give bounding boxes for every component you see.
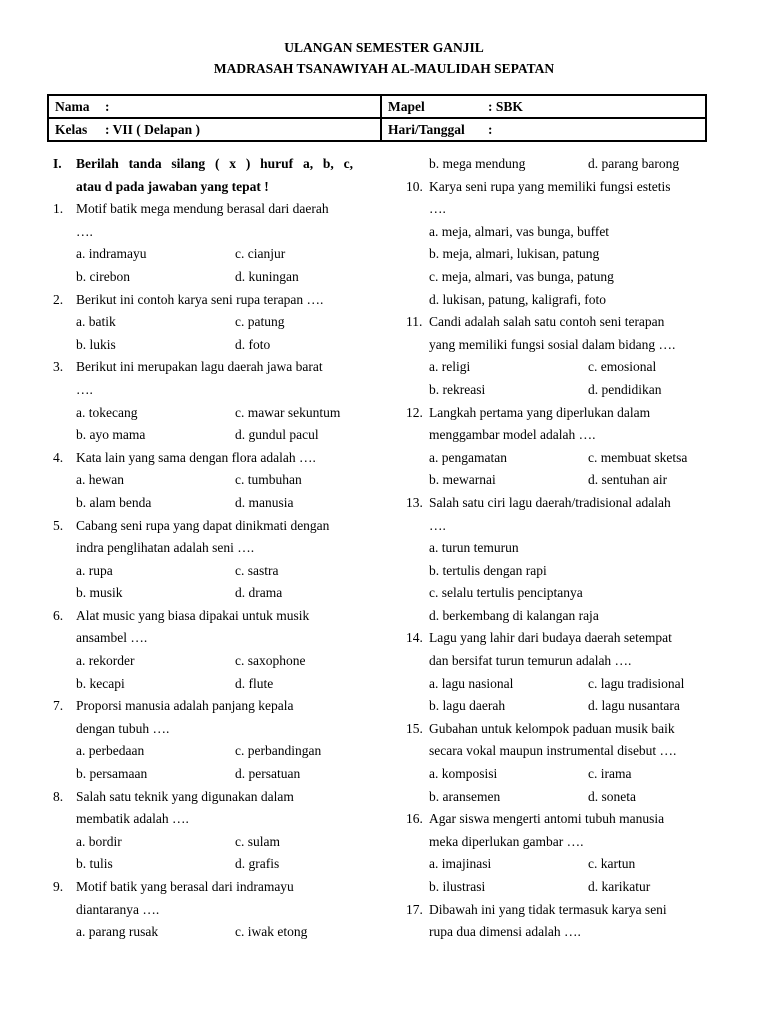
instruction-word: c,: [343, 156, 353, 171]
answer-option: a. indramayu: [76, 246, 147, 262]
option-row: [53, 243, 358, 266]
answer-option: c. sastra: [235, 562, 279, 578]
question-number: 11.: [406, 314, 423, 330]
answer-option: a. rekorder: [76, 653, 135, 669]
answer-option: b. aransemen: [429, 788, 501, 804]
question-line: [406, 808, 718, 831]
option-row: [53, 469, 358, 492]
instruction-word: b,: [322, 156, 334, 171]
instruction-word: ): [245, 156, 251, 171]
question-line: [53, 718, 358, 741]
answer-option: b. rekreasi: [429, 381, 486, 397]
answer-option: a. perbedaan: [76, 743, 145, 759]
answer-option: d. foto: [235, 336, 271, 352]
question-text: Salah satu ciri lagu daerah/tradisional adalah: [429, 494, 671, 510]
question-text: ….: [429, 517, 446, 533]
answer-option: b. mega mendung: [429, 156, 526, 171]
question-line: [406, 176, 718, 199]
hari-cell: [381, 118, 706, 141]
kelas-cell: [48, 118, 381, 141]
question-text: ….: [76, 381, 93, 397]
question-line: [53, 379, 358, 402]
instruction-line-2: [53, 176, 358, 199]
answer-option: a. tokecang: [76, 404, 138, 420]
option-row: [406, 763, 718, 786]
nama-cell: [48, 95, 381, 118]
option-row: [406, 537, 718, 560]
kelas-value: : VII ( Delapan ): [105, 121, 201, 137]
question-text: secara vokal maupun instrumental disebut ….: [429, 743, 677, 759]
question-text: Salah satu teknik yang digunakan dalam: [76, 788, 294, 804]
question-line: [53, 876, 358, 899]
question-line: [53, 537, 358, 560]
answer-option: d. karikatur: [588, 879, 651, 894]
answer-option: c. selalu tertulis penciptanya: [429, 585, 583, 601]
instruction-number: I.: [53, 156, 62, 171]
question-item: [406, 899, 718, 944]
question-item: [53, 695, 358, 785]
question-item: [53, 876, 358, 944]
hari-value: :: [488, 121, 493, 137]
answer-option: c. saxophone: [235, 653, 306, 669]
nama-value: :: [105, 98, 110, 114]
option-row: [53, 266, 358, 289]
option-row: [406, 356, 718, 379]
answer-option: b. cirebon: [76, 268, 130, 284]
question-number: 17.: [406, 901, 423, 917]
question-number: 9.: [53, 879, 64, 894]
answer-option: c. tumbuhan: [235, 472, 302, 488]
option-row: [53, 582, 358, 605]
option-row: [406, 289, 718, 312]
question-item: [406, 176, 718, 312]
question-line: [406, 831, 718, 854]
answer-option: c. mawar sekuntum: [235, 404, 341, 420]
answer-option: b. kecapi: [76, 675, 125, 691]
option-row: [406, 786, 718, 809]
question-number: 15.: [406, 720, 423, 736]
question-text: Berikut ini contoh karya seni rupa terapan ….: [76, 291, 324, 307]
option-row: [406, 695, 718, 718]
question-text: meka diperlukan gambar ….: [429, 833, 584, 849]
answer-option: a. pengamatan: [429, 449, 507, 465]
option-row: [53, 492, 358, 515]
question-line: [406, 921, 718, 944]
answer-option: c. patung: [235, 314, 285, 330]
question-line: [406, 198, 718, 221]
instruction-line-1: [53, 153, 358, 176]
question-text: menggambar model adalah ….: [429, 427, 596, 443]
instruction-text-2: atau d pada jawaban yang tepat !: [76, 178, 269, 194]
answer-option: a. batik: [76, 314, 116, 330]
answer-option: a. bordir: [76, 833, 122, 849]
question-item: [406, 627, 718, 717]
question-line: [406, 492, 718, 515]
answer-option: a. komposisi: [429, 766, 498, 782]
instruction-word: huruf: [260, 156, 294, 171]
answer-option: c. sulam: [235, 833, 280, 849]
question-text: ….: [429, 201, 446, 217]
question-text: diantaranya ….: [76, 901, 160, 917]
option-row: [406, 469, 718, 492]
question-text: Motif batik mega mendung berasal dari daerah: [76, 201, 329, 217]
question-line: [406, 334, 718, 357]
option-row: [53, 402, 358, 425]
question-text: Candi adalah salah satu contoh seni terapan: [429, 314, 665, 330]
option-row: [53, 334, 358, 357]
question-line: [406, 740, 718, 763]
question-line: [406, 424, 718, 447]
hari-label: Hari/Tanggal: [388, 121, 465, 137]
question-item: [53, 605, 358, 695]
question-item: [53, 289, 358, 357]
option-row: [53, 424, 358, 447]
answer-option: c. kartun: [588, 856, 636, 872]
question-text: rupa dua dimensi adalah ….: [429, 924, 581, 940]
answer-option: d. soneta: [588, 788, 636, 804]
answer-option: b. lukis: [76, 336, 116, 352]
answer-option: d. drama: [235, 585, 283, 601]
question-number: 5.: [53, 517, 64, 533]
option-row: [53, 650, 358, 673]
option-row: [53, 853, 358, 876]
option-row: [53, 831, 358, 854]
answer-option: c. iwak etong: [235, 924, 308, 940]
instruction-word: tanda: [128, 156, 162, 171]
answer-option: d. berkembang di kalangan raja: [429, 607, 599, 623]
answer-option: c. perbandingan: [235, 743, 322, 759]
answer-option: a. religi: [429, 359, 471, 375]
answer-option: a. parang rusak: [76, 924, 159, 940]
option-row: [406, 582, 718, 605]
mapel-value: : SBK: [488, 98, 523, 114]
question-line: [53, 808, 358, 831]
answer-option: a. turun temurun: [429, 540, 519, 556]
answer-option: c. cianjur: [235, 246, 286, 262]
question-item: [406, 808, 718, 898]
answer-option: c. irama: [588, 766, 632, 782]
answer-option: b. persamaan: [76, 766, 148, 782]
answer-option: b. tulis: [76, 856, 113, 872]
question-item: [53, 447, 358, 515]
option-row: [406, 379, 718, 402]
question-line: [406, 718, 718, 741]
instruction-word: (: [214, 156, 220, 171]
answer-option: c. lagu tradisional: [588, 675, 685, 691]
option-row: [53, 921, 358, 944]
question-number: 7.: [53, 698, 64, 714]
question-item: [406, 311, 718, 401]
answer-option: a. rupa: [76, 562, 113, 578]
answer-option: c. membuat sketsa: [588, 449, 688, 465]
question-line: [406, 899, 718, 922]
question-number: 2.: [53, 291, 64, 307]
question-text: dan bersifat turun temurun adalah ….: [429, 653, 632, 669]
question-line: [406, 627, 718, 650]
option-row: [53, 763, 358, 786]
question-number: 13.: [406, 494, 423, 510]
answer-option: a. meja, almari, vas bunga, buffet: [429, 223, 610, 239]
question-number: 10.: [406, 178, 423, 194]
kelas-label: Kelas: [55, 121, 88, 137]
question-line: [53, 786, 358, 809]
question-item: [53, 786, 358, 876]
answer-option: a. hewan: [76, 472, 124, 488]
question-text: ansambel ….: [76, 630, 148, 646]
answer-option: a. lagu nasional: [429, 675, 514, 691]
option-row: [406, 673, 718, 696]
answer-option: d. sentuhan air: [588, 472, 668, 488]
question-text: Proporsi manusia adalah panjang kepala: [76, 698, 294, 714]
question-line: [53, 198, 358, 221]
answer-option: b. ayo mama: [76, 427, 146, 443]
question-number: 8.: [53, 788, 64, 804]
question-line: [406, 650, 718, 673]
question-number: 16.: [406, 811, 423, 827]
exam-title: ULANGAN SEMESTER GANJIL: [284, 40, 484, 55]
question-line: [53, 605, 358, 628]
answer-option: d. gundul pacul: [235, 427, 319, 443]
answer-option: d. grafis: [235, 856, 280, 872]
question-text: Cabang seni rupa yang dapat dinikmati dengan: [76, 517, 330, 533]
left-column: [53, 153, 358, 944]
option-row: [406, 243, 718, 266]
answer-option: d. kuningan: [235, 268, 299, 284]
answer-option: c. meja, almari, vas bunga, patung: [429, 268, 614, 284]
answer-option: d. pendidikan: [588, 381, 662, 397]
question-text: Langkah pertama yang diperlukan dalam: [429, 404, 651, 420]
question-line: [53, 289, 358, 312]
question-text: Dibawah ini yang tidak termasuk karya seni: [429, 901, 667, 917]
question-number: 14.: [406, 630, 423, 646]
nama-label: Nama: [55, 98, 90, 114]
question-text: dengan tubuh ….: [76, 720, 170, 736]
question-number: 6.: [53, 607, 64, 623]
answer-option: d. lukisan, patung, kaligrafi, foto: [429, 291, 606, 307]
answer-option: b. lagu daerah: [429, 698, 506, 714]
answer-option: b. ilustrasi: [429, 879, 486, 894]
student-info-table: [47, 94, 707, 142]
question-text: Alat music yang biasa dipakai untuk musik: [76, 607, 310, 623]
question-number: 12.: [406, 404, 423, 420]
question-text: Agar siswa mengerti antomi tubuh manusia: [429, 811, 665, 827]
question-line: [53, 899, 358, 922]
question-line: [53, 221, 358, 244]
option-row: [406, 605, 718, 628]
instruction-word: a,: [302, 156, 314, 171]
question-number: 1.: [53, 201, 64, 217]
question-text: Lagu yang lahir dari budaya daerah setempat: [429, 630, 672, 646]
question-item: [53, 198, 358, 288]
answer-option: b. musik: [76, 585, 123, 601]
option-row: [53, 311, 358, 334]
option-row: [53, 560, 358, 583]
school-name: MADRASAH TSANAWIYAH AL-MAULIDAH SEPATAN: [213, 61, 555, 76]
question-line: [406, 515, 718, 538]
option-row: [53, 740, 358, 763]
question-text: membatik adalah ….: [76, 811, 189, 827]
question-item: [406, 492, 718, 628]
answer-option: c. emosional: [588, 359, 657, 375]
question-number: 3.: [53, 359, 64, 375]
question-text: yang memiliki fungsi sosial dalam bidang ….: [429, 336, 676, 352]
question-line: [406, 402, 718, 425]
question-number: 4.: [53, 449, 64, 465]
mapel-label: Mapel: [388, 98, 425, 114]
answer-option: b. tertulis dengan rapi: [429, 562, 547, 578]
instruction-word: x: [229, 156, 237, 171]
option-row: [406, 153, 718, 176]
answer-option: b. alam benda: [76, 494, 152, 510]
question-text: Kata lain yang sama dengan flora adalah ….: [76, 449, 316, 465]
question-line: [53, 627, 358, 650]
question-text: Gubahan untuk kelompok paduan musik baik: [429, 720, 675, 736]
question-text: indra penglihatan adalah seni ….: [76, 540, 255, 556]
question-line: [406, 311, 718, 334]
question-item: [53, 515, 358, 605]
option-row: [406, 876, 718, 899]
option-row: [406, 266, 718, 289]
instruction-word: silang: [171, 156, 206, 171]
question-text: Karya seni rupa yang memiliki fungsi estetis: [429, 178, 671, 194]
question-text: Motif batik yang berasal dari indramayu: [76, 879, 294, 894]
answer-option: d. lagu nusantara: [588, 698, 680, 714]
mapel-cell: [381, 95, 706, 118]
answer-option: d. parang barong: [588, 156, 680, 171]
option-row: [406, 560, 718, 583]
option-row: [406, 853, 718, 876]
option-row: [406, 447, 718, 470]
answer-option: b. mewarnai: [429, 472, 496, 488]
question-line: [53, 695, 358, 718]
question-item: [406, 402, 718, 492]
answer-option: a. imajinasi: [429, 856, 492, 872]
question-line: [53, 515, 358, 538]
answer-option: d. flute: [235, 675, 274, 691]
right-column: [406, 153, 718, 944]
answer-option: d. persatuan: [235, 766, 301, 782]
answer-option: b. meja, almari, lukisan, patung: [429, 246, 600, 262]
question-text: ….: [76, 223, 93, 239]
option-row: [406, 221, 718, 244]
question-item: [53, 356, 358, 446]
option-row: [53, 673, 358, 696]
question-item: [406, 718, 718, 808]
answer-option: d. manusia: [235, 494, 294, 510]
question-text: Berikut ini merupakan lagu daerah jawa barat: [76, 359, 323, 375]
instruction-text-1: [76, 153, 353, 176]
instruction-word: Berilah: [76, 156, 119, 171]
question-line: [53, 447, 358, 470]
question-line: [53, 356, 358, 379]
